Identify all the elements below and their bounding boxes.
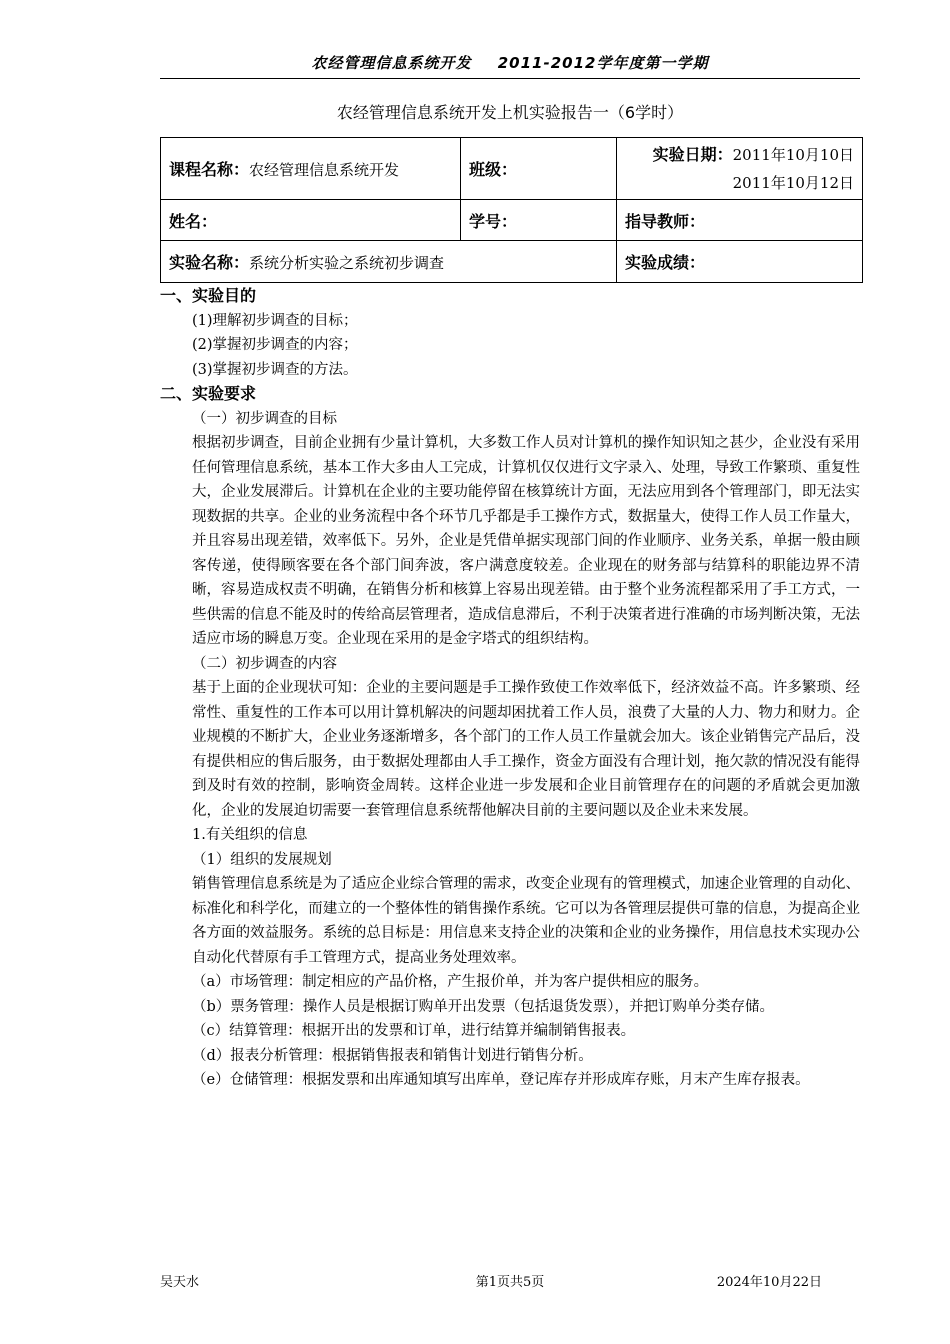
item-e: （e）仓储管理：根据发票和出库通知填写出库单，登记库存并形成库存账，月末产生库存报表。 [192,1072,810,1088]
footer-page-number: 第1页共5页 [475,1275,545,1290]
date-line-2 [625,169,854,197]
course-cell [161,138,461,200]
section-1-heading: 一、实验目的 [160,286,257,305]
course-value: 农经管理信息系统开发 [249,161,400,179]
subheading-goal: （一）初步调查的目标 [192,410,337,427]
class-label: 班级： [469,160,518,179]
objective-item-1: (1)理解初步调查的目标； [192,312,358,329]
objective-item-2: (2)掌握初步调查的内容； [192,337,358,353]
footer-author: 吴天水 [160,1275,200,1290]
date-value-1: 2011年10月10日 [732,145,854,164]
id-cell [461,200,617,241]
date-line-1 [625,141,854,169]
teacher-label: 指导教师： [625,211,706,231]
footer-date: 2024年10月22日 [716,1275,822,1290]
header-term: 2011-2012学年度第一学期 [497,54,709,72]
report-body [160,284,860,1093]
id-label: 学号： [469,211,518,231]
info-table [160,137,863,283]
page-header [160,52,860,79]
exp-name-cell [161,241,617,283]
score-cell [617,241,863,283]
subheading-dev-plan: （1）组织的发展规划 [192,851,332,868]
date-value-2: 2011年10月12日 [732,173,854,192]
teacher-cell [617,200,863,241]
section-2-heading: 二、实验要求 [160,384,257,403]
date-label: 实验日期： [652,144,733,164]
date-cell [617,138,863,200]
exp-value: 系统分析实验之系统初步调查 [249,254,445,272]
class-cell [461,138,617,200]
header-course: 农经管理信息系统开发 [311,54,472,72]
exp-label: 实验名称： [169,253,250,272]
name-cell [161,200,461,241]
paragraph-content: 基于上面的企业现状可知：企业的主要问题是手工操作致使工作效率低下，经济效益不高。许多繁琐、经常性、重复性的工作本可以用计算机解决的问题却困扰着工作人员，浪费了大量的人力、物力和财力。企业规模的不断扩大，企业业务逐渐增多，各个部门的工作人员工作量就会加大。该企业销售完产品后，没有提供相应的售后服务，由于数据处理都由人手工操作，资金方面没有合理计划，拖欠款的情况没有能得到及时有效的控制，影响资金周转。这样企业进一步发展和企业目前管理存在的问题的矛盾就会更加激化，企业的发展迫切需要一套管理信息系统帮他解决目前的主要问题以及企业未来发展。 [192,680,860,819]
paragraph-goal: 根据初步调查，目前企业拥有少量计算机，大多数工作人员对计算机的操作知识知之甚少，企业没有采用任何管理信息系统，基本工作大多由人工完成，计算机仅仅进行文字录入、处理，导致工作繁琐、重复性大，企业发展滞后。计算机在企业的主要功能停留在核算统计方面，无法应用到各个管理部门，即无法实现数据的共享。企业的业务流程中各个环节几乎都是手工操作方式，数据量大，使得工作人员工作量大，并且容易出现差错，效率低下。另外，企业是凭借单据实现部门间的作业顺序、业务关系，单据一般由顾客传递，使得顾客要在各个部门间奔波，客户满意度较差。企业现在的财务部与结算科的职能边界不清晰，容易造成权责不明确，在销售分析和核算上容易出现差错。由于整个业务流程都采用了手工方式，一些供需的信息不能及时的传给高层管理者，造成信息滞后，不利于决策者进行准确的市场判断决策，无法适应市场的瞬息万变。企业现在采用的是金字塔式的组织结构。 [192,435,860,647]
report-title: 农经管理信息系统开发上机实验报告一（6学时） [336,103,684,122]
course-label: 课程名称： [169,160,250,179]
subheading-content: （二）初步调查的内容 [192,655,337,672]
item-d: （d）报表分析管理：根据销售报表和销售计划进行销售分析。 [192,1047,593,1064]
item-a: （a）市场管理：制定相应的产品价格，产生报价单，并为客户提供相应的服务。 [192,974,709,990]
paragraph-dev-plan: 销售管理信息系统是为了适应企业综合管理的需求，改变企业现有的管理模式，加速企业管理的自动化、标准化和科学化，而建立的一个整体性的销售操作系统。它可以为各管理层提供可靠的信息，为提高企业各方面的效益服务。系统的总目标是：用信息来支持企业的决策和企业的业务操作，用信息技术实现办公自动化代替原有手工管理方式，提高业务处理效率。 [192,876,860,966]
objective-item-3: (3)掌握初步调查的方法。 [192,361,358,378]
name-label: 姓名： [169,211,218,231]
subheading-org-info: 1.有关组织的信息 [192,827,308,843]
item-c: （c）结算管理：根据开出的发票和订单，进行结算并编制销售报表。 [192,1023,636,1039]
score-label: 实验成绩： [625,253,706,272]
item-b: （b）票务管理：操作人员是根据订购单开出发票（包括退货发票），并把订购单分类存储。 [192,998,775,1015]
